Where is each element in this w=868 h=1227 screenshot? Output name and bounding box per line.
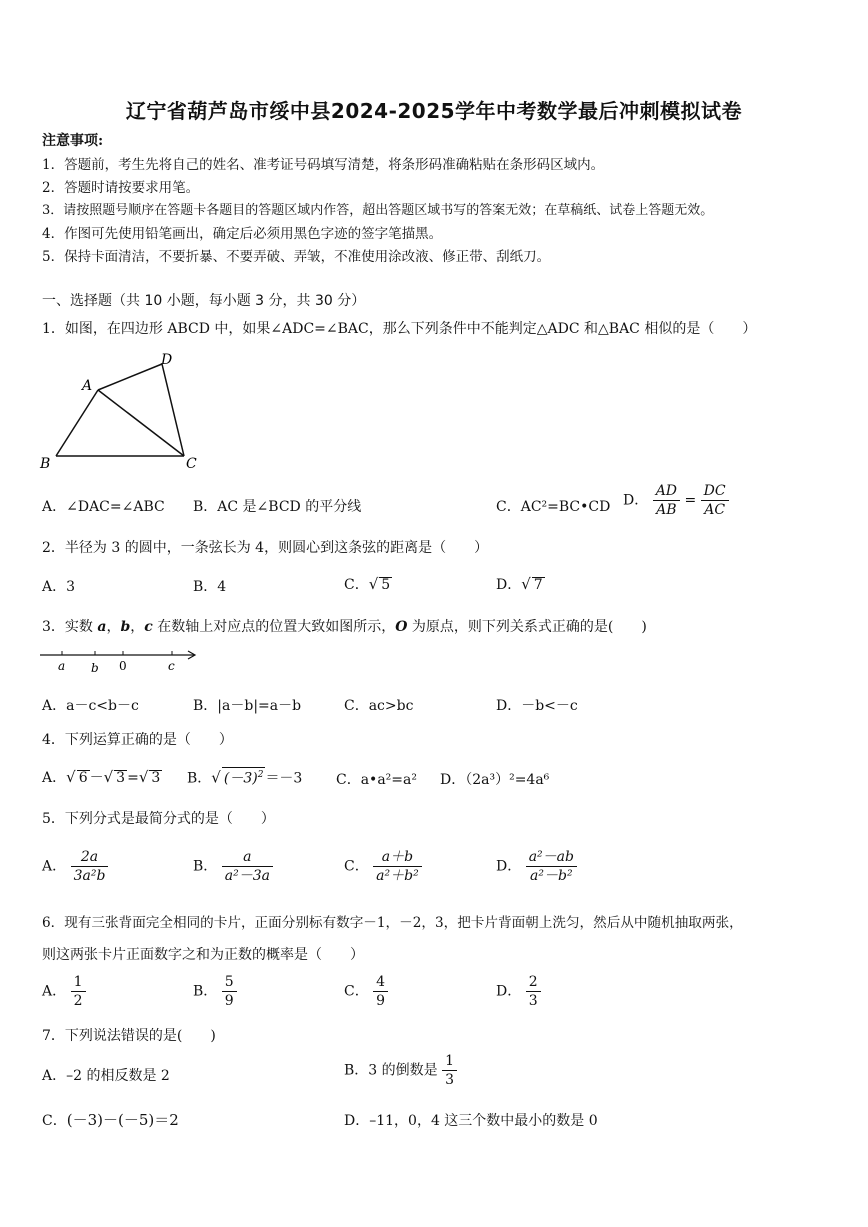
fraction: $\frac{1}{2}$ bbox=[71, 973, 86, 1010]
q4-option-a[interactable]: A．√ 6 －√ 3 =√ 3 bbox=[42, 768, 161, 786]
radical-icon: √ bbox=[211, 768, 221, 787]
fraction: $\frac{a+b}{\text{a²＋b²}}$ bbox=[373, 848, 422, 885]
notice-item-5: 5．保持卡面清洁，不要折暴、不要弄破、弄皱，不准使用涂改液、修正带、刮纸刀。 bbox=[42, 249, 551, 265]
label-d: D bbox=[161, 352, 173, 368]
fraction: $\frac{1}{3}$ bbox=[442, 1052, 457, 1089]
q1-option-d[interactable] bbox=[623, 482, 729, 519]
q5-option-b[interactable] bbox=[193, 848, 273, 885]
q4-a-label: A． bbox=[42, 770, 67, 786]
q1-option-c[interactable]: C．AC²=BC•CD bbox=[496, 499, 611, 515]
q5-d-label: D． bbox=[496, 858, 522, 875]
q2-option-c[interactable] bbox=[344, 574, 392, 594]
q4-option-c[interactable]: C．a•a²=a² bbox=[336, 772, 417, 788]
q4-option-b[interactable]: B．√ $(-3)^2 =-3$ bbox=[187, 768, 303, 787]
radicand: 3 bbox=[116, 770, 126, 786]
q3-option-c[interactable]: C．ac>bc bbox=[344, 698, 414, 714]
q6-c-label: C． bbox=[344, 983, 369, 1000]
q2-d-label: D． bbox=[496, 577, 522, 593]
q2-option-d[interactable] bbox=[496, 574, 545, 594]
q2-option-a[interactable]: A．3 bbox=[42, 579, 76, 595]
tick-c: c bbox=[168, 659, 175, 673]
radical-icon: √ bbox=[138, 768, 149, 786]
q6-option-c[interactable] bbox=[344, 973, 388, 1010]
notice-item-1: 1．答题前，考生先将自己的姓名、准考证号码填写清楚，将条形码准确粘贴在条形码区域内。 bbox=[42, 157, 605, 173]
q7-b-text: B．3 的倒数是 bbox=[344, 1062, 438, 1079]
radicand: 3 bbox=[151, 770, 161, 786]
q3-option-a[interactable]: A．a－c<b－c bbox=[42, 698, 139, 714]
q4-b-label: B． bbox=[187, 770, 212, 787]
q3-stem: 3．实数 a，b，c 在数轴上对应点的位置大致如图所示，O 为原点，则下列关系式正确的是( ) bbox=[42, 619, 647, 635]
q5-a-label: A． bbox=[42, 858, 67, 875]
q4-stem: 4．下列运算正确的是（ ） bbox=[42, 732, 233, 748]
q5-b-label: B． bbox=[193, 858, 218, 875]
notice-heading: 注意事项: bbox=[42, 133, 104, 149]
q3-number-line bbox=[38, 644, 203, 676]
radicand: $(-3)^2$ bbox=[222, 767, 266, 787]
q7-option-a[interactable]: A．–2 的相反数是 2 bbox=[42, 1068, 170, 1084]
q5-stem: 5．下列分式是最简分式的是（ ） bbox=[42, 811, 275, 827]
tick-a: a bbox=[58, 659, 66, 673]
tick-zero: 0 bbox=[119, 659, 127, 673]
q5-option-a[interactable] bbox=[42, 848, 108, 885]
q2-option-b[interactable]: B．4 bbox=[193, 579, 227, 595]
q1-option-a[interactable]: A．∠DAC=∠ABC bbox=[42, 499, 165, 515]
fraction: $\frac{2a}{\text{3a²b}}$ bbox=[71, 848, 109, 885]
q6-a-label: A． bbox=[42, 983, 67, 1000]
q7-option-d[interactable]: D．–11，0，4 这三个数中最小的数是 0 bbox=[344, 1113, 598, 1129]
radicand: 5 bbox=[381, 577, 391, 593]
equals-sign: = bbox=[684, 492, 697, 509]
q5-option-c[interactable] bbox=[344, 848, 422, 885]
radical-icon: √ bbox=[66, 768, 76, 786]
fraction: $\frac{\text{a²－ab}}{\text{a²－b²}}$ bbox=[526, 848, 577, 885]
notice-item-3: 3．请按照题号顺序在答题卡各题目的答题区域内作答，超出答题区域书写的答案无效；在草稿纸、试卷上答题无效。 bbox=[42, 203, 714, 218]
exam-title: 辽宁省葫芦岛市绥中县2024-2025学年中考数学最后冲刺模拟试卷 bbox=[125, 99, 743, 123]
fraction-ad-ab: $\frac{AD}{AB}$ bbox=[653, 482, 680, 519]
q6-stem-line1: 6．现有三张背面完全相同的卡片，正面分别标有数字－1，－2，3，把卡片背面朝上洗匀，然后从中随机抽取两张， bbox=[42, 915, 743, 931]
q1-figure bbox=[38, 348, 208, 473]
radical-icon: √ bbox=[521, 575, 531, 593]
q5-option-d[interactable] bbox=[496, 848, 577, 885]
q7-c-expression: (－3)－(－5)＝2 bbox=[66, 1111, 179, 1129]
q4-option-d[interactable]: D．（2a³）²=4a⁶ bbox=[440, 772, 550, 788]
radicand: 7 bbox=[533, 577, 543, 593]
q6-d-label: D． bbox=[496, 983, 522, 1000]
q3-option-b[interactable]: B．|a－b|=a－b bbox=[193, 698, 302, 714]
q2-stem: 2．半径为 3 的圆中，一条弦长为 4，则圆心到这条弦的距离是（ ） bbox=[42, 540, 489, 556]
q1-d-label: D． bbox=[623, 492, 649, 509]
q1-option-b[interactable]: B．AC 是∠BCD 的平分线 bbox=[193, 499, 362, 515]
label-b: B bbox=[40, 456, 51, 472]
q6-stem-line2: 则这两张卡片正面数字之和为正数的概率是（ ） bbox=[42, 947, 364, 963]
q6-option-b[interactable] bbox=[193, 973, 237, 1010]
tick-b: b bbox=[91, 661, 99, 675]
fraction: $\frac{a}{\text{a²－3a}}$ bbox=[222, 848, 273, 885]
q3-option-d[interactable]: D．－b<－c bbox=[496, 698, 578, 714]
radicand: 6 bbox=[78, 770, 88, 786]
label-a: A bbox=[82, 378, 93, 394]
q5-c-label: C． bbox=[344, 858, 369, 875]
notice-item-2: 2．答题时请按要求用笔。 bbox=[42, 180, 200, 196]
q7-option-c[interactable] bbox=[42, 1109, 179, 1130]
notice-item-4: 4．作图可先使用铅笔画出，确定后必须用黑色字迹的签字笔描黑。 bbox=[42, 226, 443, 242]
q6-b-label: B． bbox=[193, 983, 218, 1000]
q1-stem: 1．如图，在四边形 ABCD 中，如果∠ADC=∠BAC，那么下列条件中不能判定△ADC 和△BAC 相似的是（ ） bbox=[42, 321, 757, 337]
label-c: C bbox=[186, 456, 197, 472]
q2-c-label: C． bbox=[344, 577, 369, 593]
q7-option-b[interactable] bbox=[344, 1052, 457, 1089]
section-heading: 一、选择题（共 10 小题，每小题 3 分，共 30 分） bbox=[42, 293, 366, 309]
q7-stem: 7．下列说法错误的是( ) bbox=[42, 1028, 216, 1044]
fraction: $\frac{2}{3}$ bbox=[526, 973, 541, 1010]
fraction: $\frac{5}{9}$ bbox=[222, 973, 237, 1010]
q7-c-label: C． bbox=[42, 1113, 67, 1129]
fraction-dc-ac: $\frac{DC}{AC}$ bbox=[701, 482, 729, 519]
fraction: $\frac{4}{9}$ bbox=[373, 973, 388, 1010]
radical-icon: √ bbox=[103, 768, 114, 786]
radical-icon: √ bbox=[368, 575, 379, 593]
q6-option-d[interactable] bbox=[496, 973, 541, 1010]
q6-option-a[interactable] bbox=[42, 973, 86, 1010]
